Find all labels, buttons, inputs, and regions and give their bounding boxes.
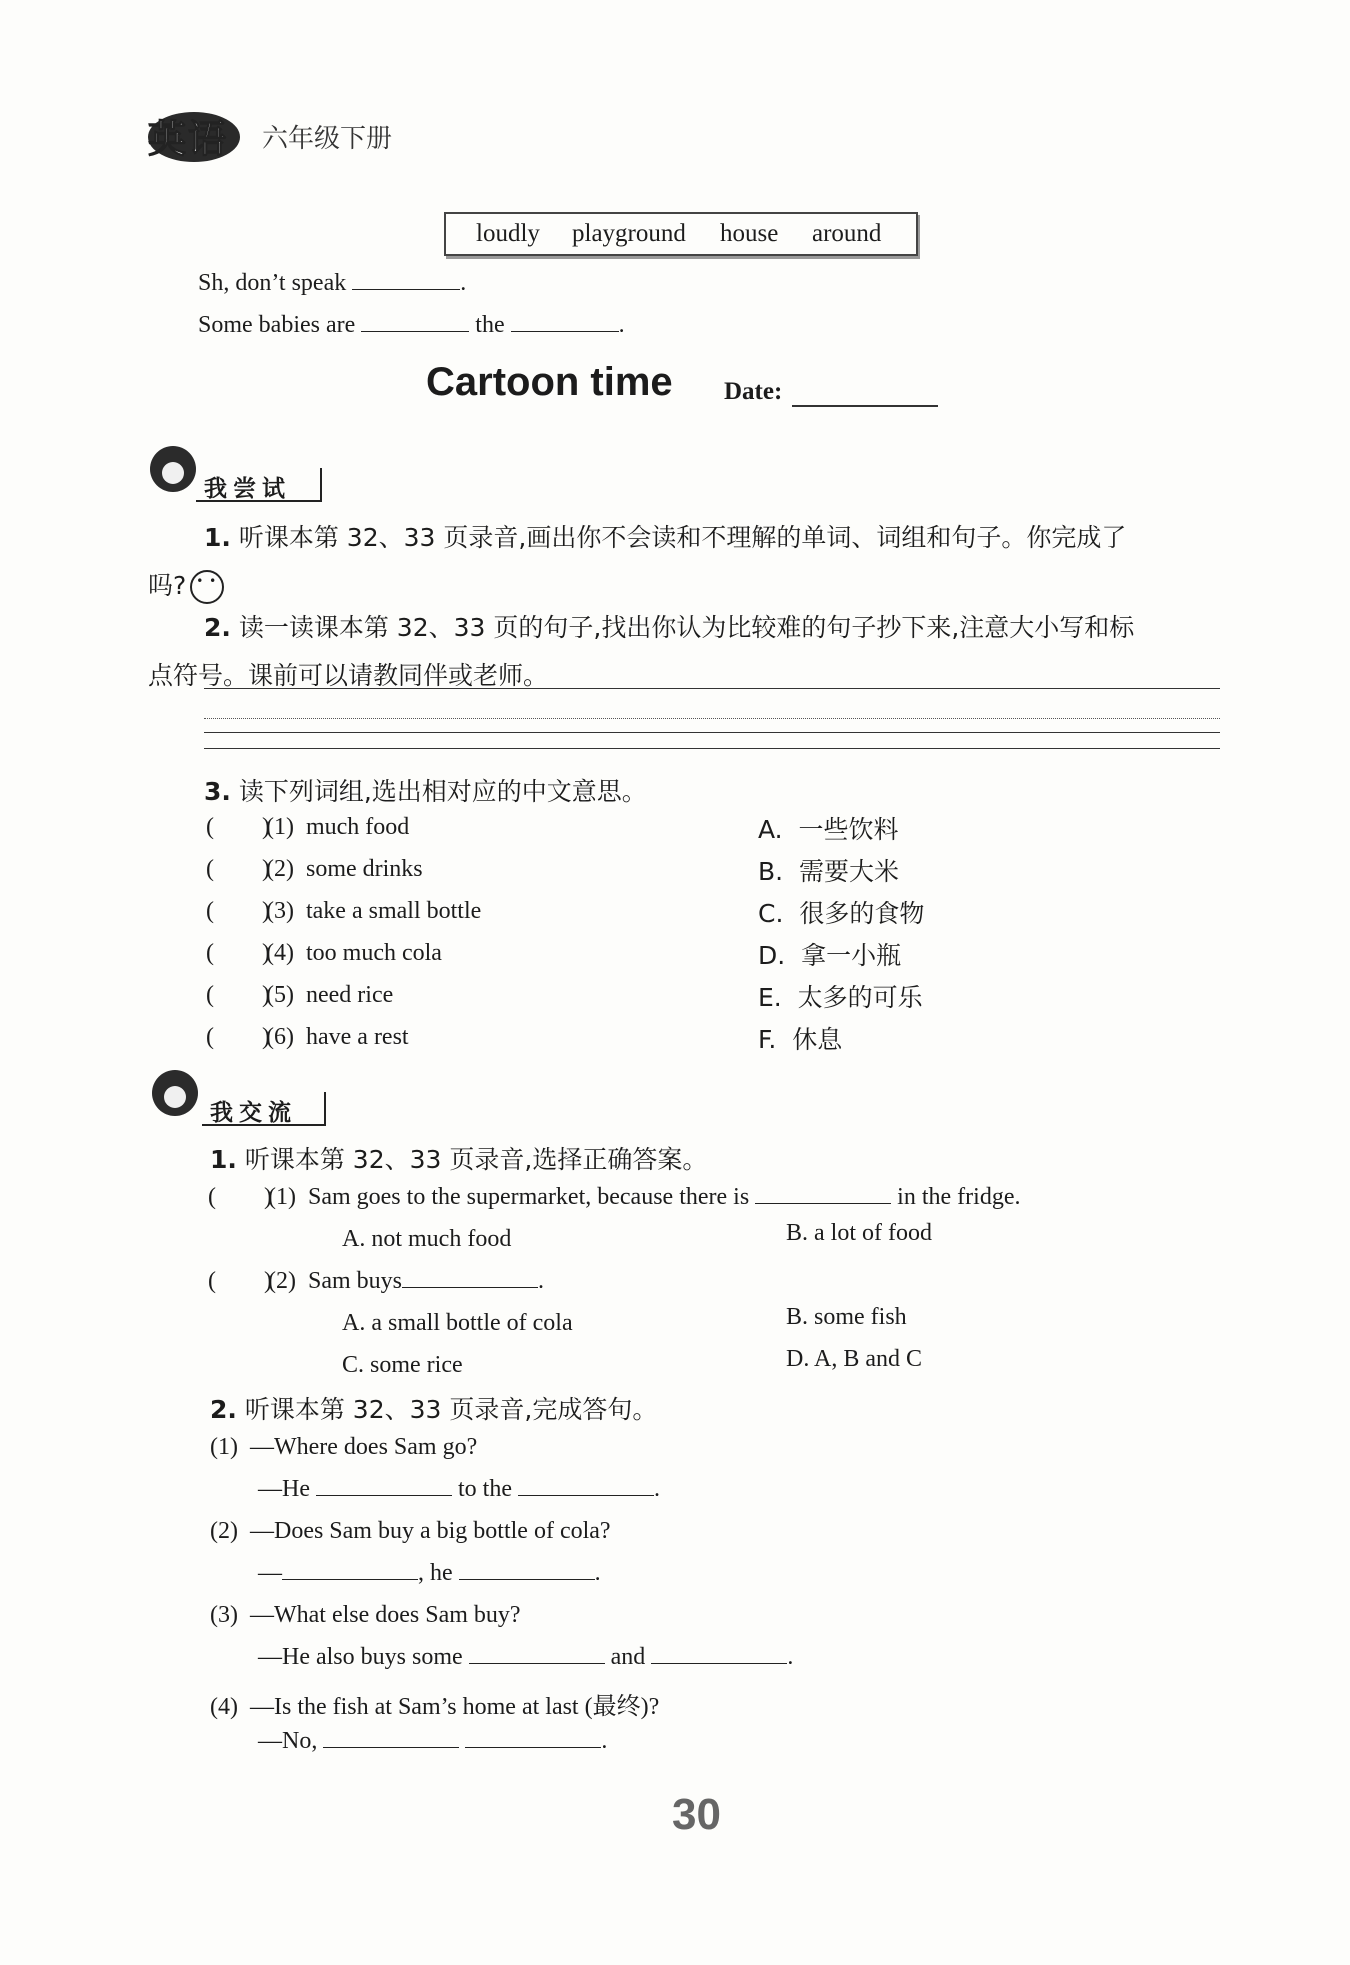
mc-option[interactable]: B. some fish bbox=[786, 1304, 907, 1330]
question-3: 3. 读下列词组,选出相对应的中文意思。 bbox=[204, 777, 647, 806]
mc-option[interactable]: B. a lot of food bbox=[786, 1220, 932, 1246]
mc-option[interactable]: C. some rice bbox=[342, 1352, 463, 1378]
answer-blank[interactable] bbox=[469, 1662, 605, 1664]
answer-paren[interactable]: ( ) bbox=[206, 856, 270, 882]
match-item: ( )(3) take a small bottle bbox=[206, 898, 482, 924]
word-box bbox=[444, 212, 918, 256]
match-option: E. 太多的可乐 bbox=[758, 983, 923, 1012]
qa-answer: —He also buys some and . bbox=[258, 1644, 794, 1670]
answer-blank[interactable] bbox=[323, 1746, 459, 1748]
mc-option[interactable]: A. not much food bbox=[342, 1226, 512, 1252]
writing-line[interactable] bbox=[204, 688, 1220, 689]
boy-mascot-icon bbox=[152, 1070, 198, 1116]
match-item: ( )(1) much food bbox=[206, 814, 410, 840]
answer-blank[interactable] bbox=[651, 1662, 787, 1664]
mc-question: ( )(1) Sam goes to the supermarket, because there is in the fridge. bbox=[208, 1184, 1021, 1210]
word-box-item: playground bbox=[572, 220, 686, 247]
answer-blank[interactable] bbox=[402, 1286, 538, 1288]
answer-paren[interactable]: ( ) bbox=[206, 940, 270, 966]
question-2: 2. 听课本第 32、33 页录音,完成答句。 bbox=[210, 1395, 658, 1424]
answer-blank[interactable] bbox=[361, 330, 469, 332]
date-field[interactable] bbox=[792, 405, 938, 407]
match-item: ( )(6) have a rest bbox=[206, 1024, 409, 1050]
match-item: ( )(5) need rice bbox=[206, 982, 394, 1008]
match-option: D. 拿一小瓶 bbox=[758, 941, 902, 970]
answer-blank[interactable] bbox=[755, 1202, 891, 1204]
badge-underline bbox=[202, 1124, 326, 1126]
answer-blank[interactable] bbox=[459, 1578, 595, 1580]
mc-option[interactable]: A. a small bottle of cola bbox=[342, 1310, 573, 1336]
answer-paren[interactable]: ( ) bbox=[208, 1268, 272, 1294]
writing-line-dotted[interactable] bbox=[204, 718, 1220, 719]
fill-sentence: Sh, don’t speak . bbox=[198, 270, 467, 296]
match-item: ( )(4) too much cola bbox=[206, 940, 442, 966]
question-2: 2. 读一读课本第 32、33 页的句子,找出你认为比较难的句子抄下来,注意大小写和标 bbox=[204, 613, 1135, 642]
section-badge-talk: 我交流 bbox=[210, 1100, 297, 1126]
section-badge-try: 我尝试 bbox=[204, 476, 291, 502]
question-1-cont: 吗?• • bbox=[148, 566, 224, 604]
mc-question: ( )(2) Sam buys . bbox=[208, 1268, 544, 1294]
answer-paren[interactable]: ( ) bbox=[206, 898, 270, 924]
answer-blank[interactable] bbox=[518, 1494, 654, 1496]
section-title: Cartoon time bbox=[426, 360, 673, 404]
qa-question: (1) —Where does Sam go? bbox=[210, 1434, 478, 1460]
answer-paren[interactable]: ( ) bbox=[208, 1184, 272, 1210]
question-2-cont: 点符号。课前可以请教同伴或老师。 bbox=[148, 661, 549, 690]
question-1: 1. 听课本第 32、33 页录音,选择正确答案。 bbox=[210, 1145, 708, 1174]
match-item: ( )(2) some drinks bbox=[206, 856, 423, 882]
answer-blank[interactable] bbox=[465, 1746, 601, 1748]
grade-label: 六年级下册 bbox=[262, 124, 393, 154]
question-1: 1. 听课本第 32、33 页录音,画出你不会读和不理解的单词、词组和句子。你完成了 bbox=[204, 523, 1127, 552]
writing-line[interactable] bbox=[204, 748, 1220, 749]
qa-answer: — , he . bbox=[258, 1560, 601, 1586]
qa-question: (2) —Does Sam buy a big bottle of cola? bbox=[210, 1518, 611, 1544]
answer-paren[interactable]: ( ) bbox=[206, 982, 270, 1008]
qa-answer: —He to the . bbox=[258, 1476, 660, 1502]
word-box-item: house bbox=[720, 220, 779, 247]
answer-blank[interactable] bbox=[316, 1494, 452, 1496]
mc-option[interactable]: D. A, B and C bbox=[786, 1346, 923, 1372]
subject-title: 英语 bbox=[148, 117, 229, 161]
match-option: A. 一些饮料 bbox=[758, 815, 899, 844]
date-label: Date: bbox=[724, 378, 783, 405]
badge-divider bbox=[324, 1092, 326, 1126]
badge-underline bbox=[196, 500, 322, 502]
match-option: F. 休息 bbox=[758, 1025, 843, 1054]
answer-blank[interactable] bbox=[352, 288, 460, 290]
qa-answer: —No, . bbox=[258, 1728, 608, 1754]
word-box-item: around bbox=[812, 220, 882, 247]
answer-blank[interactable] bbox=[511, 330, 619, 332]
page-number: 30 bbox=[672, 1790, 721, 1839]
fill-sentence: Some babies are the . bbox=[198, 312, 625, 338]
writing-line[interactable] bbox=[204, 732, 1220, 733]
girl-mascot-icon bbox=[150, 446, 196, 492]
answer-paren[interactable]: ( ) bbox=[206, 1024, 270, 1050]
smiley-icon[interactable] bbox=[190, 570, 224, 604]
qa-question: (4) —Is the fish at Sam’s home at last (最终)? bbox=[210, 1694, 660, 1720]
match-option: B. 需要大米 bbox=[758, 857, 900, 886]
word-box-item: loudly bbox=[476, 220, 540, 247]
qa-question: (3) —What else does Sam buy? bbox=[210, 1602, 521, 1628]
answer-paren[interactable]: ( ) bbox=[206, 814, 270, 840]
match-option: C. 很多的食物 bbox=[758, 899, 925, 928]
answer-blank[interactable] bbox=[282, 1578, 418, 1580]
badge-divider bbox=[320, 468, 322, 502]
